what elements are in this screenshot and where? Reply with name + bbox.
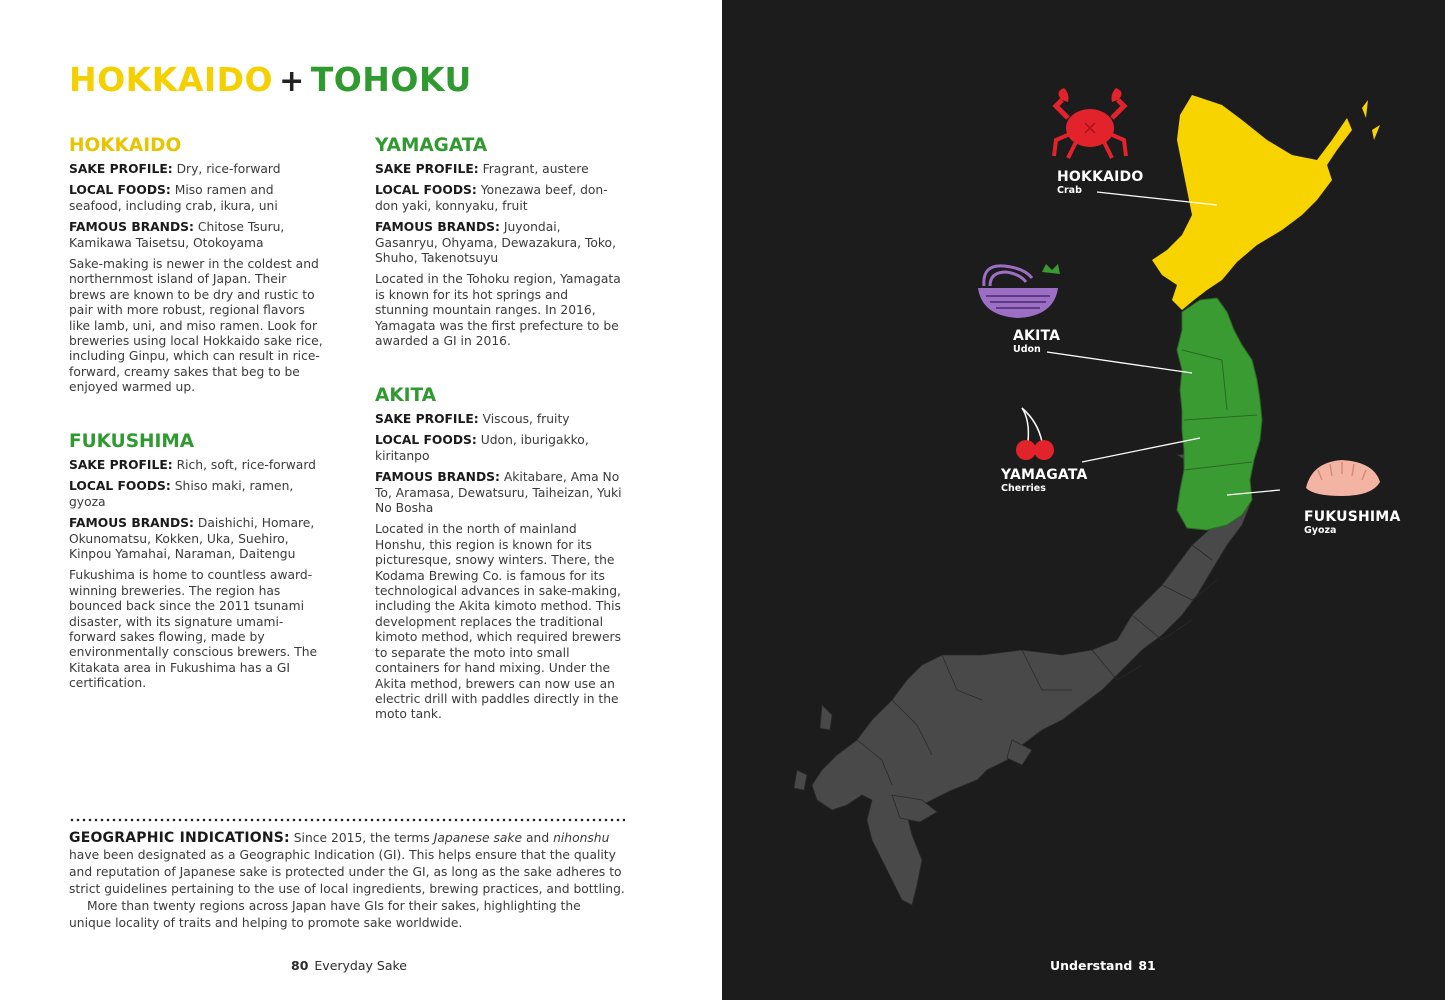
map-label-hokkaido: HOKKAIDO Crab <box>1057 169 1144 196</box>
map-label-fukushima: FUKUSHIMA Gyoza <box>1304 509 1401 536</box>
famous-brands: FAMOUS BRANDS: Juyondai, Gasanryu, Ohyama, Dewazakura, Toko, Shuho, Takenotsuyu <box>375 220 616 266</box>
section-body: Sake-making is newer in the coldest and northernmost island of Japan. Their brews are known to be dry and rustic to pair with more robust, regional flavors like lamb, uni, and miso ramen. Look for breweries using local Hokkaido sake rice, including Ginpu, which can result in rice-forward, creamy sakes that beg to be enjoyed warmed up. <box>69 257 323 395</box>
section-body: Fukushima is home to countless award-winning breweries. The region has bounced back since the 2011 tsunami disaster, with its signature umami-forward sakes flowing, made by environmentally conscious brewers. The Kitakata area in Fukushima has a GI certification. <box>69 568 318 691</box>
folio-right <box>1050 958 1156 973</box>
sake-profile: SAKE PROFILE: Dry, rice-forward <box>69 162 281 176</box>
section-heading: YAMAGATA <box>375 135 488 156</box>
hokkaido-region <box>1152 95 1380 310</box>
local-foods: LOCAL FOODS: Shiso maki, ramen, gyoza <box>69 479 294 509</box>
sake-profile: SAKE PROFILE: Viscous, fruity <box>375 412 570 426</box>
local-foods: LOCAL FOODS: Miso ramen and seafood, including crab, ikura, uni <box>69 183 278 213</box>
dotted-divider <box>69 818 625 822</box>
famous-brands: FAMOUS BRANDS: Daishichi, Homare, Okunomatsu, Kokken, Uka, Suehiro, Kinpou Yamahai, Naraman, Daitengu <box>69 516 315 562</box>
left-page <box>0 0 722 1000</box>
section-hokkaido <box>69 134 324 402</box>
page-number: 80 <box>291 958 309 973</box>
famous-brands: FAMOUS BRANDS: Akitabare, Ama No To, Aramasa, Dewatsuru, Taiheizan, Yuki No Bosha <box>375 470 622 516</box>
local-foods: LOCAL FOODS: Yonezawa beef, don-don yaki, konnyaku, fruit <box>375 183 608 213</box>
gi-paragraph-2: More than twenty regions across Japan have GIs for their sakes, highlighting the unique locality of traits and helping to promote sake worldwide. <box>69 899 581 930</box>
page-title <box>69 60 472 99</box>
sake-profile: SAKE PROFILE: Fragrant, austere <box>375 162 589 176</box>
sake-profile: SAKE PROFILE: Rich, soft, rice-forward <box>69 458 316 472</box>
running-title: Understand <box>1050 958 1133 973</box>
section-yamagata <box>375 134 625 355</box>
japan-map <box>722 0 1445 1000</box>
cherries-icon <box>1016 408 1054 460</box>
map-label-yamagata: YAMAGATA Cherries <box>1001 467 1088 494</box>
title-plus: + <box>279 64 305 99</box>
map-label-akita: AKITA Udon <box>1013 328 1061 355</box>
gi-paragraph-1: GEOGRAPHIC INDICATIONS: Since 2015, the terms Japanese sake and nihonshu have been designated as a Geographic Indication (GI). This helps ensure that the quality and reputation of Japanese sake is protected under the GI, as long as the sake adheres to strict guidelines pertaining to the use of local ingredients, brewing practices, and bottling. <box>69 830 625 896</box>
title-tohoku: TOHOKU <box>310 60 472 99</box>
gyoza-icon <box>1306 460 1380 496</box>
section-body: Located in the north of mainland Honshu, this region is known for its picturesque, snowy winters. There, the Kodama Brewing Co. is famous for its technological advances in sake-making, including the Akita kimoto method. This development replaces the traditional kimoto method, which required brewers to separate the moto into small containers for hand mixing. Under the Akita method, brewers can now use an electric drill with paddles directly in the moto tank. <box>375 522 622 722</box>
page-number: 81 <box>1138 958 1156 973</box>
folio-left <box>291 958 407 973</box>
section-body: Located in the Tohoku region, Yamagata is known for its hot springs and stunning mountain ranges. In 2016, Yamagata was the first prefecture to be awarded a GI in 2016. <box>375 272 621 349</box>
crab-icon <box>1054 88 1126 158</box>
section-heading: FUKUSHIMA <box>69 431 195 452</box>
famous-brands: FAMOUS BRANDS: Chitose Tsuru, Kamikawa Taisetsu, Otokoyama <box>69 220 285 250</box>
section-heading: AKITA <box>375 385 437 406</box>
udon-bowl-icon <box>978 264 1060 318</box>
local-foods: LOCAL FOODS: Udon, iburigakko, kiritanpo <box>375 433 589 463</box>
title-hokkaido: HOKKAIDO <box>69 60 274 99</box>
section-fukushima <box>69 430 324 698</box>
section-akita <box>375 384 625 729</box>
section-heading: HOKKAIDO <box>69 135 182 156</box>
tohoku-region <box>1177 298 1262 530</box>
running-title: Everyday Sake <box>314 958 407 973</box>
geographic-indications-box <box>69 830 625 932</box>
